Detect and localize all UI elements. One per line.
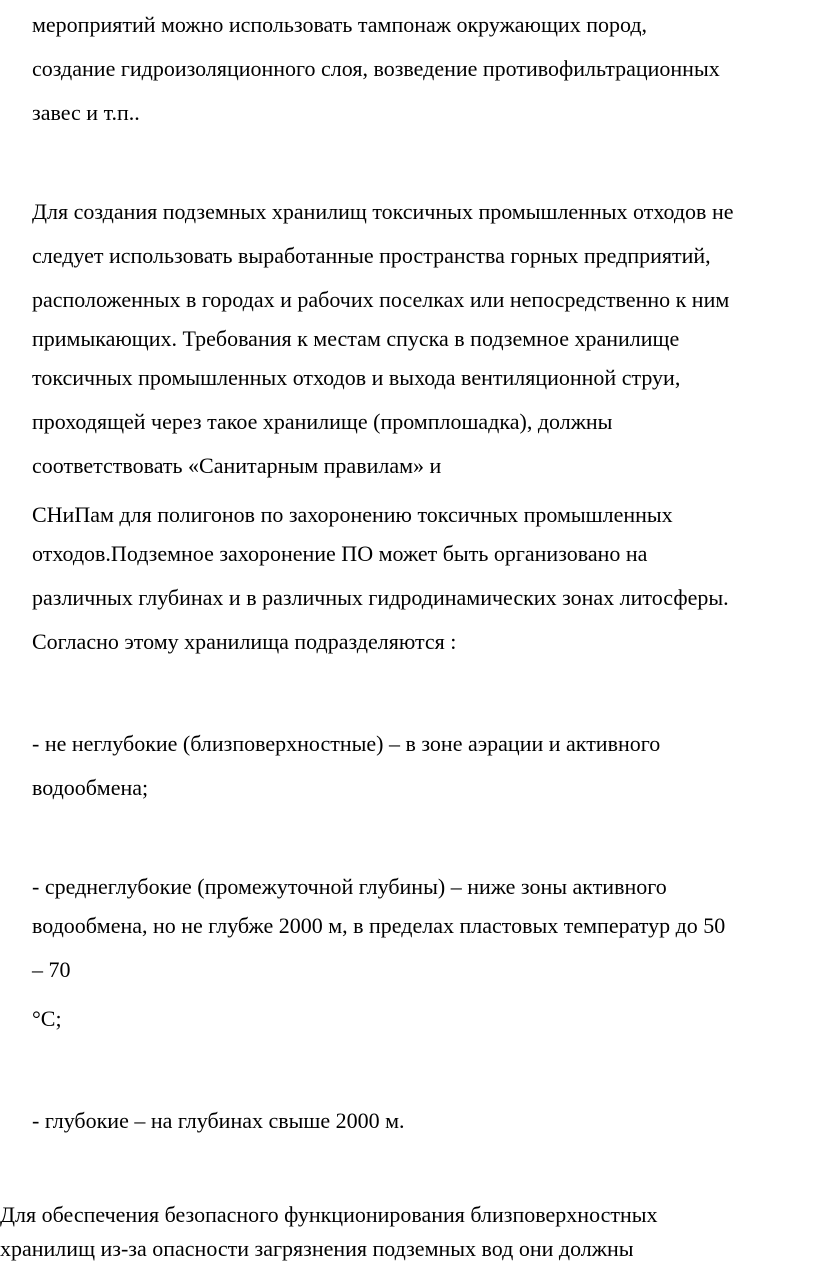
text-line: токсичных промышленных отходов и выхода вентиляционной струи, [32,365,681,390]
text-line: примыкающих. Требования к местам спуска в подземное хранилище [32,326,680,351]
text-line: соответствовать «Санитарным правилам» и [32,453,442,478]
text-line: Для обеспечения безопасного функционирования близповерхностных [0,1202,658,1227]
text-line: проходящей через такое хранилище (промплошадка), должны [32,409,613,434]
text-line: Согласно этому хранилища подразделяются : [32,629,457,654]
text-line: °С; [32,1006,62,1031]
text-line: расположенных в городах и рабочих поселках или непосредственно к ним [32,287,730,312]
list-item: - среднеглубокие (промежуточной глубины) – ниже зоны активного [32,874,667,899]
text-line: водообмена, но не глубже 2000 м, в пределах пластовых температур до 50 [32,913,726,938]
text-line: различных глубинах и в различных гидродинамических зонах литосферы. [32,585,729,610]
text-line: следует использовать выработанные пространства горных предприятий, [32,243,711,268]
text-line: отходов.Подземное захоронение ПО может быть организовано на [32,541,648,566]
text-line: Для создания подземных хранилищ токсичных промышленных отходов не [32,199,734,224]
list-item: - не неглубокие (близповерхностные) – в зоне аэрации и активного [32,731,661,756]
text-line: – 70 [32,957,71,982]
text-line: СНиПам для полигонов по захоронению токсичных промышленных [32,502,673,527]
text-line: водообмена; [32,775,149,800]
text-line: хранилищ из-за опасности загрязнения подземных вод они должны [0,1236,634,1261]
text-line: завес и т.п.. [32,100,140,125]
list-item: - глубокие – на глубинах свыше 2000 м. [32,1108,405,1133]
text-line: мероприятий можно использовать тампонаж окружающих пород, [32,12,648,37]
text-line: создание гидроизоляционного слоя, возведение противофильтрационных [32,56,720,81]
